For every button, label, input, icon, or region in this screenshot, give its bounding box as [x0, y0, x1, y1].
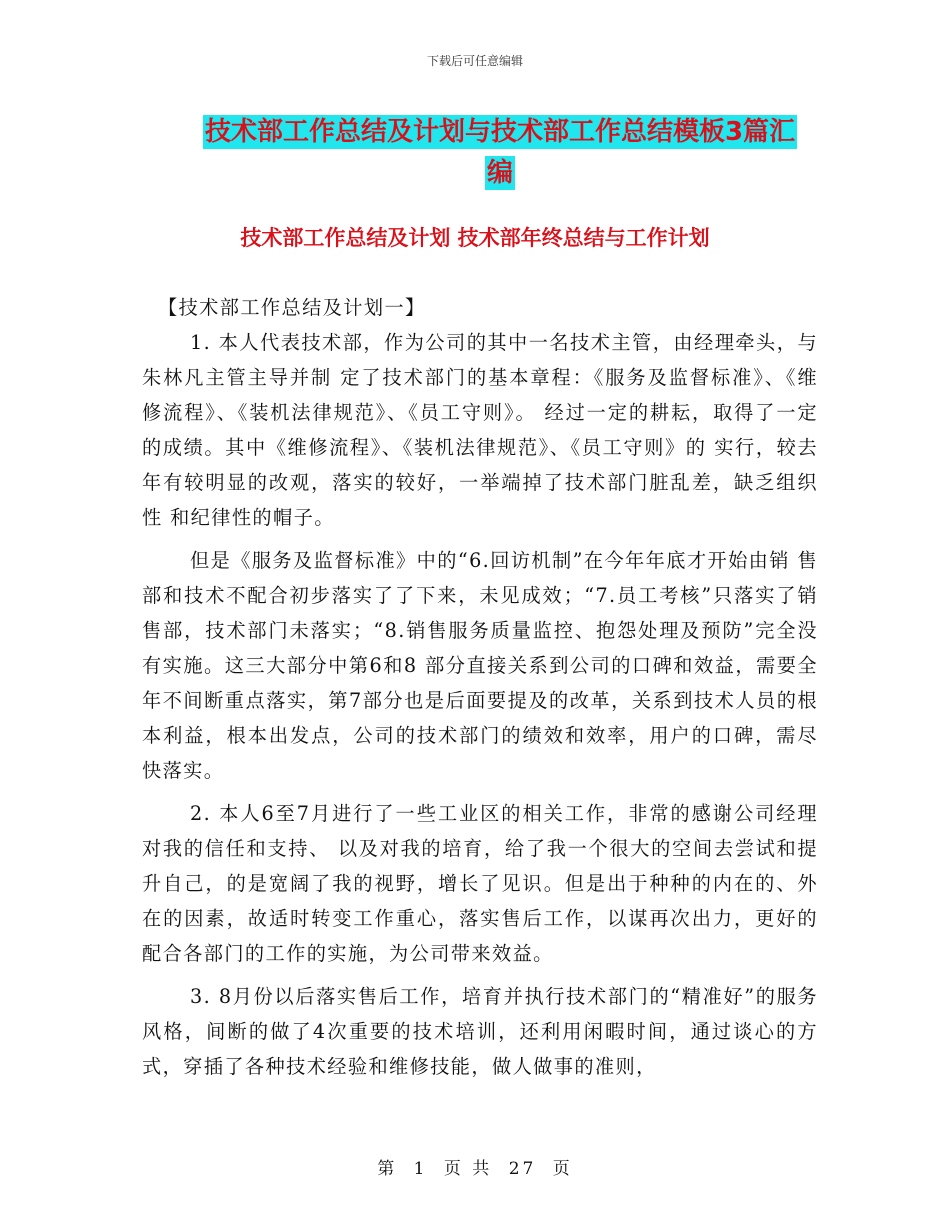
footer-suffix: 页 — [552, 1159, 573, 1179]
footer-mid: 页 共 — [443, 1159, 493, 1179]
document-body — [142, 290, 818, 1084]
page-footer — [0, 1154, 950, 1179]
document-title-line-1: 技术部工作总结及计划与技术部工作总结模板3篇汇 — [204, 117, 796, 147]
paragraph-1: 1. 本人代表技术部，作为公司的其中一名技术主管，由经理牵头，与朱林凡主管主导并制 定了技术部门的基本章程：《服务及监督标准》、《维修流程》、《装机法律规范》、《员工守则》。 经过一定的耕耘，取得了一定的成绩。其中《维修流程》、《装机法律规范》、《员工守则》的 实行，较去年有较明显的改观，落实的较好，一举端掉了技术部门脏乱差，缺乏组织性 和纪律性的帽子。 — [142, 331, 818, 529]
section-heading: 【技术部工作总结及计划一】 — [158, 296, 426, 319]
document-subtitle: 技术部工作总结及计划 技术部年终总结与工作计划 — [240, 226, 710, 250]
footer-prefix: 第 — [377, 1159, 398, 1179]
paragraph-3: 2. 本人6至7月进行了一些工业区的相关工作，非常的感谢公司经理对我的信任和支持、 以及对我的培育，给了我一个很大的空间去尝试和提升自己，的是宽阔了我的视野，增长了见识。但是出于种种的内在的、外在的因素，故适时转变工作重心，落实售后工作，以谋再次出力，更好的配合各部门的工作的实施，为公司带来效益。 — [142, 802, 818, 965]
document-title — [190, 112, 810, 194]
document-title-line-2: 编 — [486, 158, 513, 188]
paragraph-4: 3. 8月份以后落实售后工作，培育并执行技术部门的“精准好”的服务风格，间断的做了4次重要的技术培训，还利用闲暇时间，通过谈心的方式，穿插了各种技术经验和维修技能，做人做事的准则， — [142, 985, 818, 1078]
footer-page-total: 27 — [508, 1159, 537, 1179]
footer-page-current: 1 — [413, 1159, 428, 1179]
paragraph-2: 但是《服务及监督标准》中的“6.回访机制”在今年年底才开始由销 售部和技术不配合初步落实了了下来，未见成效；“7.员工考核”只落实了销售部，技术部门未落实；“8.销售服务质量监控、抱怨处理及预防”完全没有实施。这三大部分中第6和8 部分直接关系到公司的口碑和效益，需要全年不间断重点落实，第7部分也是后面要提及的改革，关系到技术人员的根本利益，根本出发点，公司的技术部门的绩效和效率，用户的口碑，需尽快落实。 — [142, 549, 818, 782]
header-note: 下载后可任意编辑 — [426, 54, 523, 68]
